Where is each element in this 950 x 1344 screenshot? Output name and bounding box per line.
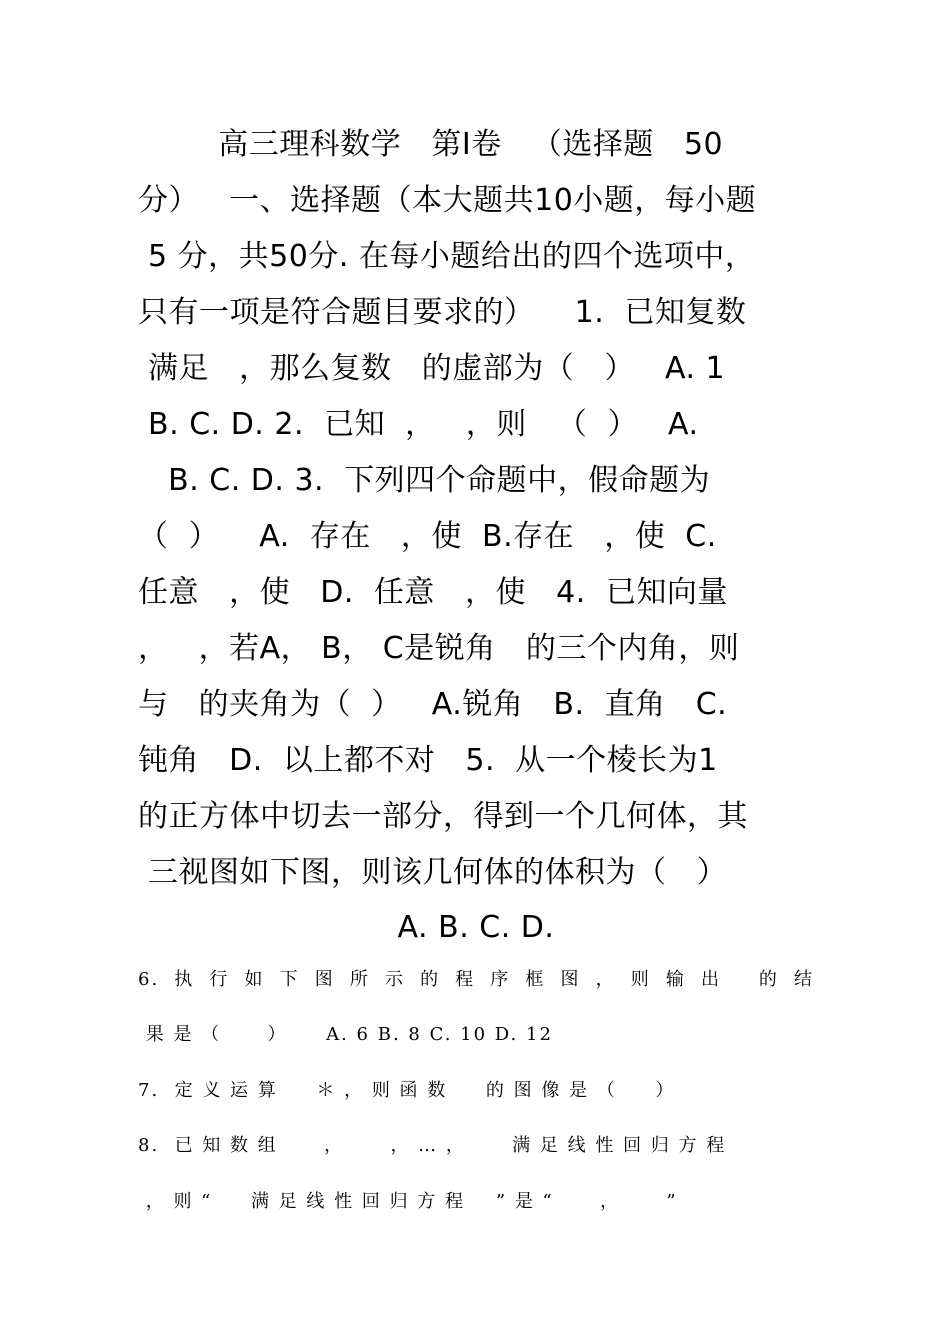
q6-char: 所	[349, 969, 370, 990]
q6-char: 如	[244, 969, 265, 990]
q6-char: 则	[630, 969, 651, 990]
q6-char: 出	[700, 969, 721, 990]
text-line-14: 三视图如下图，则该几何体的体积为（ ）	[138, 855, 728, 890]
text-line-8: （ ） A. 存在 ，使 B.存在 ，使 C.	[138, 519, 717, 554]
q6-char: 6.	[138, 969, 160, 990]
q6-char: 序	[490, 969, 511, 990]
question-8-line-2: ， 则 “ 满 足 线 性 回 归 方 程 ” 是 “ ， ”	[138, 1191, 678, 1212]
text-line-3: 5 分，共50分. 在每小题给出的四个选项中，	[138, 239, 756, 274]
text-line-13: 的正方体中切去一部分，得到一个几何体，其	[138, 799, 748, 834]
q6-char: 框	[525, 969, 546, 990]
q6-char: 结	[794, 969, 814, 990]
text-line-12: 钝角 D. 以上都不对 5. 从一个棱长为1	[138, 743, 718, 778]
question-6-line-2: 果 是 （ ） A. 6 B. 8 C. 10 D. 12	[138, 1024, 553, 1045]
q6-char: 的	[420, 969, 441, 990]
text-line-7: B. C. D. 3. 下列四个命题中，假命题为	[138, 463, 711, 498]
q6-char: 的	[758, 969, 779, 990]
options-line: A. B. C. D.	[397, 910, 555, 945]
text-line-11: 与 的夹角为（ ） A.锐角 B. 直角 C.	[138, 687, 728, 722]
q6-char: ，	[595, 969, 616, 990]
text-line-10: ， ，若A， B， C是锐角 的三个内角，则	[138, 631, 740, 666]
text-line-1: 高三理科数学 第Ⅰ卷 （选择题 50	[138, 127, 724, 162]
q6-char: 示	[384, 969, 405, 990]
text-line-9: 任意 ，使 D. 任意 ，使 4. 已知向量	[138, 575, 728, 610]
text-line-5: 满足 ，那么复数 的虚部为（ ） A. 1	[138, 351, 726, 386]
q6-char: 图	[560, 969, 581, 990]
text-line-2: 分） 一、选择题（本大题共10小题，每小题	[138, 183, 757, 218]
q6-char: 下	[279, 969, 300, 990]
q6-char: 行	[209, 969, 230, 990]
question-7-line: 7. 定 义 运 算 ＊ ， 则 函 数 的 图 像 是 （ ）	[138, 1080, 676, 1101]
q6-char: 输	[665, 969, 686, 990]
q6-char: 程	[455, 969, 476, 990]
q6-char	[736, 952, 744, 1008]
text-line-4: 只有一项是符合题目要求的） 1. 已知复数	[138, 295, 747, 330]
q6-char: 执	[174, 969, 195, 990]
text-line-6: B. C. D. 2. 已知 ， ，则 （ ） A.	[138, 407, 699, 442]
question-6-line-1	[138, 952, 814, 1008]
q6-char: 图	[314, 969, 335, 990]
question-8-line-1: 8. 已 知 数 组 ， ， … ， 满 足 线 性 回 归 方 程	[138, 1135, 727, 1156]
